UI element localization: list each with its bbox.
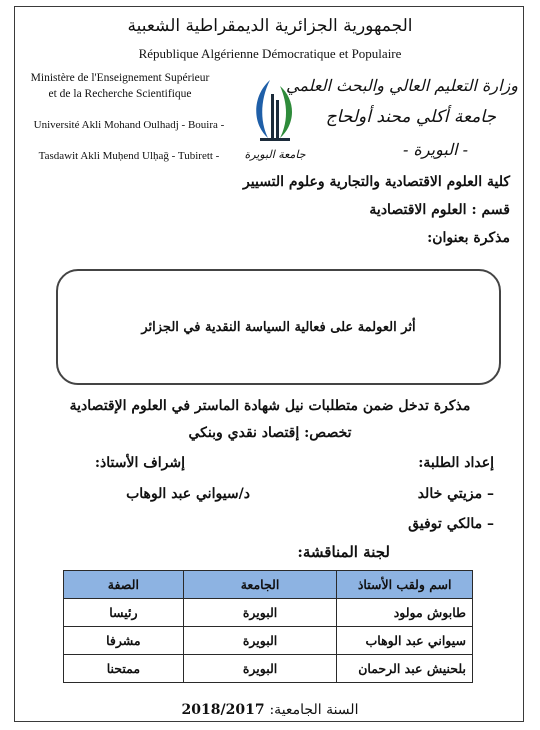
committee-table [63, 570, 473, 683]
member-name: بلحنيش عبد الرحمان [337, 655, 473, 683]
university-name-fr: Université Akli Mohand Oulhadj - Bouira - [33, 119, 225, 131]
table-row [64, 627, 473, 655]
memo-title-label: مذكرة بعنوان: [427, 230, 510, 246]
member-university: البويرة [183, 655, 337, 683]
logo-caption: جامعة البويرة [244, 148, 306, 161]
header-role: الصفة [64, 571, 184, 599]
thesis-title-box [56, 269, 501, 385]
ministry-fr-line2: et de la Recherche Scientifique [48, 88, 192, 100]
republic-title-fr: République Algérienne Démocratique et Populaire [138, 46, 402, 61]
logo-pillar-right [276, 100, 279, 138]
thesis-specialty: تخصص: إقتصاد نقدي وبنكي [188, 425, 352, 441]
logo-base [260, 138, 290, 141]
member-role: رئيسا [64, 599, 184, 627]
table-row [64, 599, 473, 627]
member-name: طابوش مولود [337, 599, 473, 627]
academic-year [0, 702, 540, 718]
city-name-ar: - البويرة - [402, 140, 468, 159]
member-university: البويرة [183, 627, 337, 655]
thesis-purpose: مذكرة تدخل ضمن متطلبات نيل شهادة الماستر في العلوم الإقتصادية [69, 398, 471, 414]
department-name: قسم : العلوم الاقتصادية [369, 202, 510, 218]
header-university: الجامعة [183, 571, 337, 599]
supervisor-label: إشراف الأستاذ: [94, 455, 185, 471]
university-name-tz: Tasdawit Akli Muḥend Ulḥağ - Tubirett - [38, 150, 220, 162]
member-name: سيواني عبد الوهاب [337, 627, 473, 655]
republic-title-ar: الجمهورية الجزائرية الديمقراطية الشعبية [127, 16, 413, 36]
logo-green-arc [280, 86, 292, 138]
ministry-name-ar: وزارة التعليم العالي والبحث العلمي [286, 76, 518, 95]
prepared-by-label: إعداد الطلبة: [418, 455, 494, 471]
member-role: ممتحنا [64, 655, 184, 683]
table-header-row [64, 571, 473, 599]
ministry-fr-line1: Ministère de l'Enseignement Supérieur [30, 72, 210, 84]
committee-label: لجنة المناقشة: [297, 543, 390, 561]
faculty-name: كلية العلوم الاقتصادية والتجارية وعلوم التسيير [243, 174, 510, 190]
table-row [64, 655, 473, 683]
logo-blue-arc [256, 80, 270, 138]
member-university: البويرة [183, 599, 337, 627]
academic-year-label: السنة الجامعية: [269, 702, 359, 718]
logo-pillar-left [271, 94, 274, 138]
academic-year-value: 2018/2017 [181, 702, 265, 718]
header-name: اسم ولقب الأستاذ [337, 571, 473, 599]
thesis-title: أثر العولمة على فعالية السياسة النقدية في الجزائر [141, 319, 416, 335]
supervisor-name: د/سيواني عبد الوهاب [126, 486, 250, 502]
student-name: – مالكي توفيق [408, 516, 494, 532]
university-name-ar: جامعة أكلي محند أولحاج [325, 107, 496, 127]
student-name: – مزيتي خالد [417, 486, 494, 502]
member-role: مشرفا [64, 627, 184, 655]
